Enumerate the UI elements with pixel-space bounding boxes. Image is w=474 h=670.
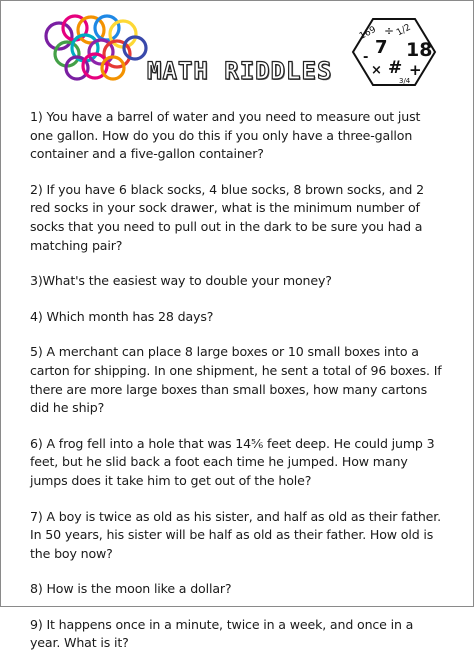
riddle-item: 9) It happens once in a minute, twice in a week, and once in a year. What is it?: [30, 616, 414, 651]
badge-symbol: ×: [371, 63, 382, 78]
riddle-list: [30, 108, 442, 670]
badge-symbol: 7: [375, 37, 388, 58]
badge-symbol: +: [409, 61, 422, 79]
riddle-item: 4) Which month has 28 days?: [30, 308, 214, 324]
badge-symbol: #: [388, 58, 403, 78]
badge-symbol: -: [363, 50, 369, 65]
riddle-item: 6) A frog fell into a hole that was 14⅚ feet deep. He could jump 3 feet, but he slid back a foot each time he jumped. How many jumps does it take him to get out of the hole?: [30, 435, 435, 488]
riddle-item: 3)What's the easiest way to double your money?: [30, 273, 332, 289]
badge-symbol: ÷: [384, 24, 395, 38]
badge-symbol: 18: [406, 39, 433, 61]
badge-symbol: 3/4: [399, 77, 411, 85]
colored-rings-logo: [43, 16, 151, 84]
riddle-item: 2) If you have 6 black socks, 4 blue socks, 8 brown socks, and 2 red socks in your sock drawer, what is the minimum number of socks that you need to pull out in the dark to be sure you had a matching pair?: [30, 181, 424, 253]
riddle-item: 5) A merchant can place 8 large boxes or 10 small boxes into a carton for shipping. In one shipment, he sent a total of 96 boxes. If there are more large boxes than small boxes, how many cartons did he ship?: [30, 344, 442, 416]
math-symbols-badge: [351, 16, 437, 88]
worksheet-header: [1, 1, 473, 101]
badge-symbol: 1/2: [395, 22, 413, 39]
page-title: MATH RIDDLES: [147, 57, 333, 85]
riddle-item: 7) A boy is twice as old as his sister, and half as old as their father. In 50 years, his sister will be half as old as their father. How old is the boy now?: [30, 508, 441, 561]
ring: [95, 16, 119, 40]
riddle-item: 1) You have a barrel of water and you need to measure out just one gallon. How do you do this if you only have a three-gallon container and a five-gallon container?: [30, 109, 421, 162]
riddle-item: 8) How is the moon like a dollar?: [30, 581, 232, 597]
badge-symbol: 169: [358, 24, 378, 42]
